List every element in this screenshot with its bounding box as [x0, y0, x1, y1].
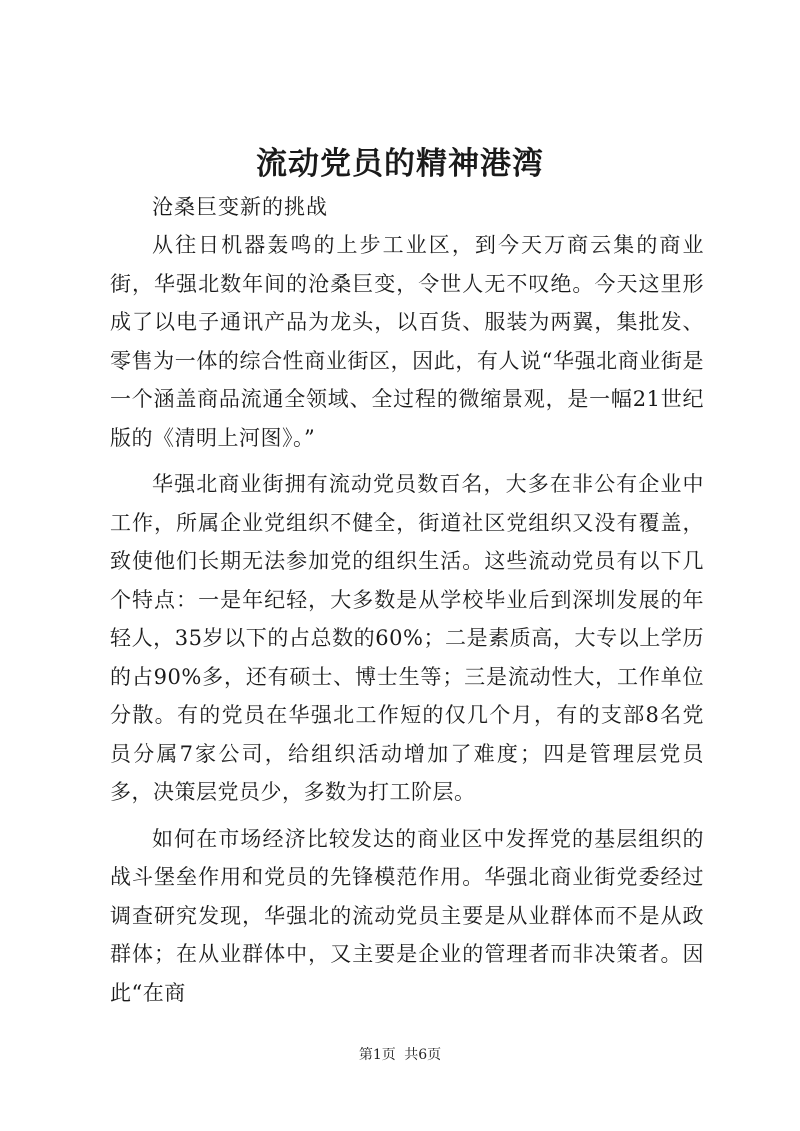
- page-footer: [0, 1044, 800, 1064]
- document-body: [110, 188, 704, 1020]
- page-total: 共6页: [404, 1047, 442, 1063]
- paragraph-1: 从往日机器轰鸣的上步工业区，到今天万商云集的商业街，华强北数年间的沧桑巨变，令世人无不叹绝。今天这里形成了以电子通讯产品为龙头，以百货、服装为两翼，集批发、零售为一体的综合性商业街区，因此，有人说“华强北商业街是一个涵盖商品流通全领域、全过程的微缩景观，是一幅21世纪版的《清明上河图》。”: [110, 233, 704, 450]
- paragraph-3: 如何在市场经济比较发达的商业区中发挥党的基层组织的战斗堡垒作用和党员的先锋模范作用。华强北商业街党委经过调查研究发现，华强北的流动党员主要是从业群体而不是从政群体；在从业群体中，又主要是企业的管理者而非决策者。因此“在商: [110, 826, 704, 1005]
- paragraph-2: 华强北商业街拥有流动党员数百名，大多在非公有企业中工作，所属企业党组织不健全，街道社区党组织又没有覆盖，致使他们长期无法参加党的组织生活。这些流动党员有以下几个特点：一是年纪轻，大多数是从学校毕业后到深圳发展的年轻人，35岁以下的占总数的60%；二是素质高，大专以上学历的占90%多，还有硕士、博士生等；三是流动性大，工作单位分散。有的党员在华强北工作短的仅几个月，有的支部8名党员分属7家公司，给组织活动增加了难度；四是管理层党员多，决策层党员少，多数为打工阶层。: [110, 472, 704, 804]
- section-subheading: 沧桑巨变新的挑战: [152, 195, 328, 219]
- page-number: 第1页: [358, 1047, 396, 1063]
- document-title: 流动党员的精神港湾: [256, 146, 544, 182]
